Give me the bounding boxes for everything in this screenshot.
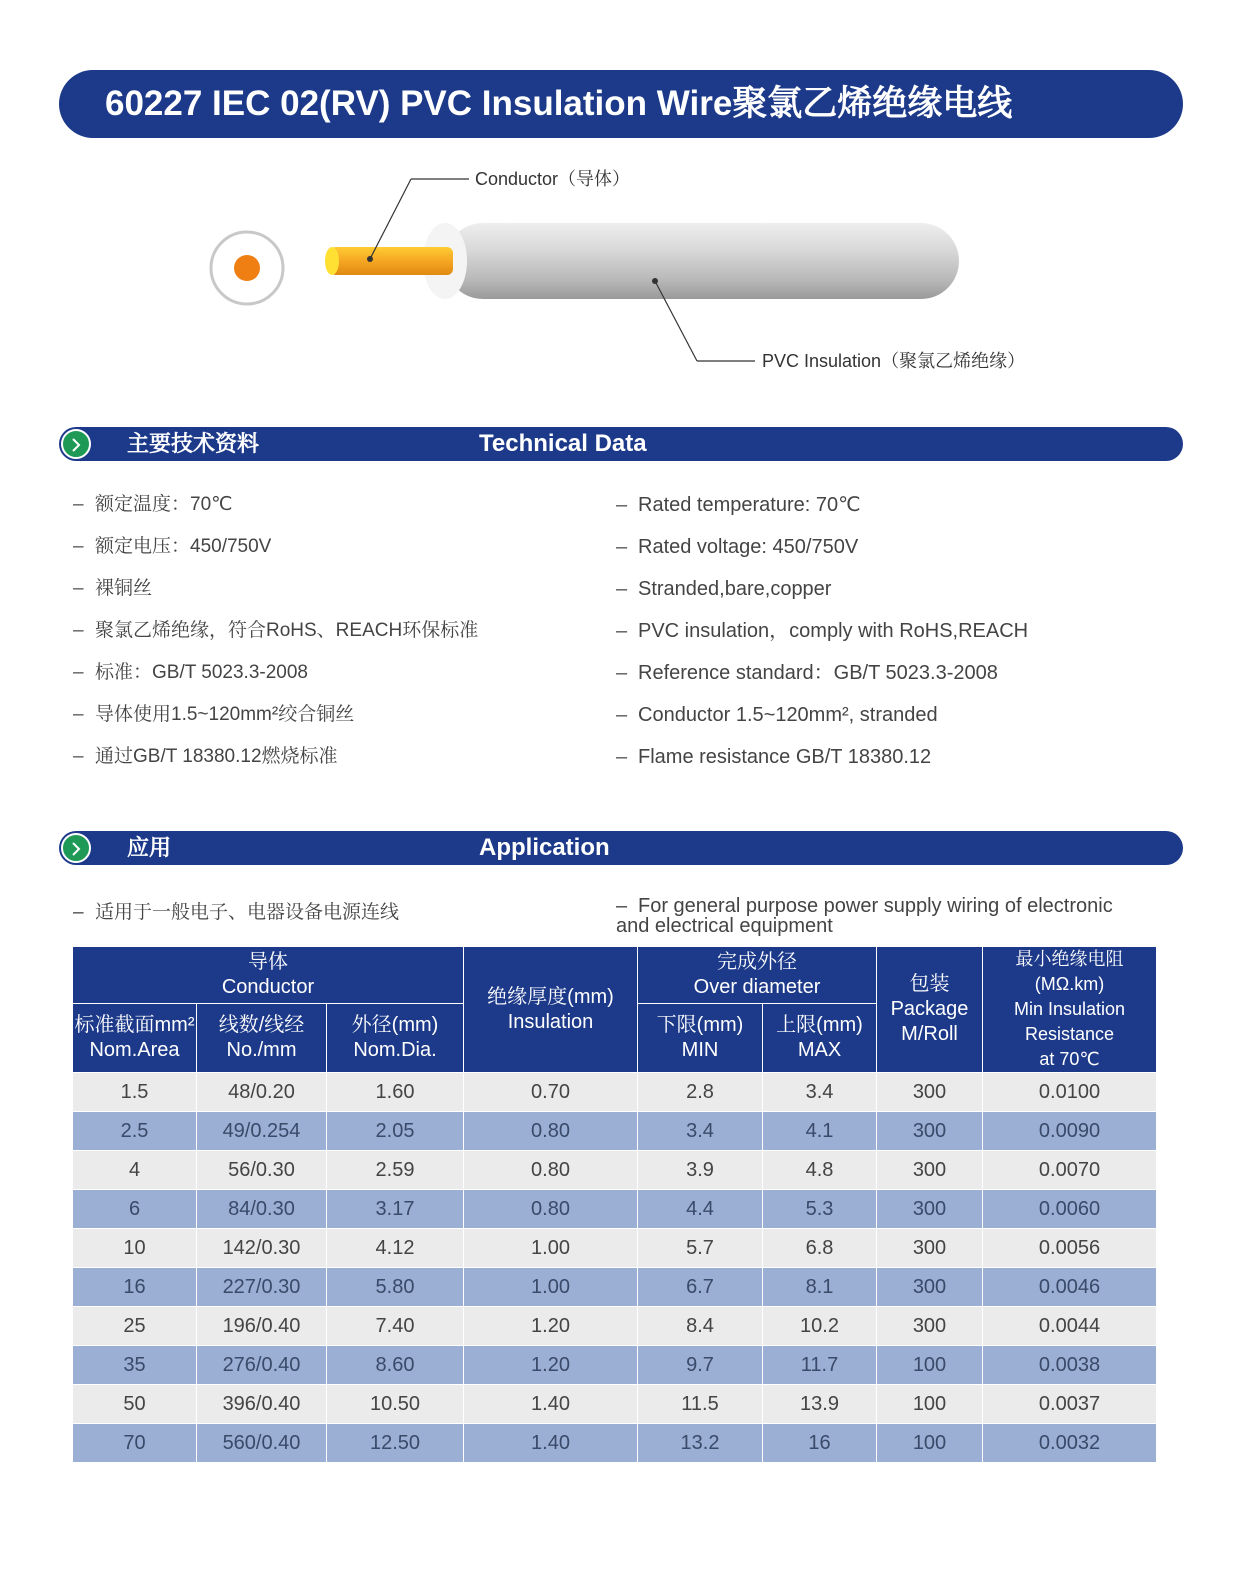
table-cell: 0.0046 xyxy=(983,1268,1157,1307)
application-text-en: – For general purpose power supply wiring of electronic and electrical equipment xyxy=(616,895,1113,937)
table-cell: 7.40 xyxy=(327,1307,464,1346)
conductor-header: 导体 Conductor xyxy=(73,947,464,1004)
table-cell: 300 xyxy=(877,1151,983,1190)
table-cell: 4.8 xyxy=(763,1151,877,1190)
list-item: – Stranded,bare,copper xyxy=(616,578,832,600)
table-cell: 12.50 xyxy=(327,1424,464,1463)
list-item: – Rated voltage: 450/750V xyxy=(616,536,859,558)
package-header: 包装 Package M/Roll xyxy=(877,947,983,1073)
table-cell: 0.0032 xyxy=(983,1424,1157,1463)
table-cell: 196/0.40 xyxy=(197,1307,327,1346)
table-cell: 35 xyxy=(73,1346,197,1385)
table-cell: 16 xyxy=(73,1268,197,1307)
table-row xyxy=(73,1424,1157,1463)
table-cell: 25 xyxy=(73,1307,197,1346)
table-cell: 1.00 xyxy=(464,1268,638,1307)
table-cell: 70 xyxy=(73,1424,197,1463)
cross-section-icon xyxy=(211,232,283,304)
list-item: – 导体使用1.5~120mm²绞合铜丝 xyxy=(73,704,355,725)
table-cell: 300 xyxy=(877,1190,983,1229)
table-cell: 10.2 xyxy=(763,1307,877,1346)
table-cell: 1.20 xyxy=(464,1307,638,1346)
table-cell: 0.0037 xyxy=(983,1385,1157,1424)
table-cell: 6.8 xyxy=(763,1229,877,1268)
table-cell: 0.0060 xyxy=(983,1190,1157,1229)
application-header xyxy=(59,831,1183,865)
table-cell: 11.7 xyxy=(763,1346,877,1385)
table-cell: 300 xyxy=(877,1229,983,1268)
application-text-cn: – 适用于一般电子、电器设备电源连线 xyxy=(73,902,400,923)
table-row xyxy=(73,1112,1157,1151)
technical-title-cn: 主要技术资料 xyxy=(127,431,260,456)
strand-header: 线数/线经 No./mm xyxy=(197,1003,327,1072)
table-cell: 3.17 xyxy=(327,1190,464,1229)
table-cell: 5.80 xyxy=(327,1268,464,1307)
table-row xyxy=(73,1307,1157,1346)
table-cell: 0.80 xyxy=(464,1151,638,1190)
table-cell: 276/0.40 xyxy=(197,1346,327,1385)
table-cell: 0.80 xyxy=(464,1190,638,1229)
resistance-header: 最小绝缘电阻(MΩ.km) Min Insulation Resistance at 70℃ xyxy=(983,947,1157,1073)
table-cell: 300 xyxy=(877,1307,983,1346)
table-cell: 0.0038 xyxy=(983,1346,1157,1385)
table-cell: 0.0044 xyxy=(983,1307,1157,1346)
table-cell: 3.4 xyxy=(763,1073,877,1112)
table-cell: 300 xyxy=(877,1268,983,1307)
list-item: – Conductor 1.5~120mm², stranded xyxy=(616,704,938,726)
table-cell: 560/0.40 xyxy=(197,1424,327,1463)
min-header: 下限(mm) MIN xyxy=(638,1003,763,1072)
table-cell: 49/0.254 xyxy=(197,1112,327,1151)
table-cell: 0.80 xyxy=(464,1112,638,1151)
list-item: – 裸铜丝 xyxy=(73,578,153,599)
wire-icon xyxy=(325,223,959,299)
table-cell: 396/0.40 xyxy=(197,1385,327,1424)
table-cell: 2.05 xyxy=(327,1112,464,1151)
table-cell: 48/0.20 xyxy=(197,1073,327,1112)
table-row xyxy=(73,1346,1157,1385)
table-row xyxy=(73,1073,1157,1112)
table-cell: 3.9 xyxy=(638,1151,763,1190)
technical-data-header xyxy=(59,427,1183,461)
table-cell: 5.7 xyxy=(638,1229,763,1268)
table-cell: 10 xyxy=(73,1229,197,1268)
chevron-right-icon xyxy=(61,833,91,863)
table-cell: 2.5 xyxy=(73,1112,197,1151)
list-item: – PVC insulation，comply with RoHS,REACH xyxy=(616,620,1029,642)
table-cell: 13.2 xyxy=(638,1424,763,1463)
table-cell: 16 xyxy=(763,1424,877,1463)
table-cell: 4.12 xyxy=(327,1229,464,1268)
table-row xyxy=(73,1385,1157,1424)
table-cell: 300 xyxy=(877,1073,983,1112)
table-cell: 0.70 xyxy=(464,1073,638,1112)
table-cell: 8.1 xyxy=(763,1268,877,1307)
technical-list-cn xyxy=(73,492,478,786)
technical-title-en: Technical Data xyxy=(479,430,647,457)
chevron-right-icon xyxy=(61,429,91,459)
table-cell: 300 xyxy=(877,1112,983,1151)
table-cell: 10.50 xyxy=(327,1385,464,1424)
table-row xyxy=(73,1229,1157,1268)
table-cell: 4 xyxy=(73,1151,197,1190)
table-cell: 100 xyxy=(877,1424,983,1463)
diameter-header: 外径(mm) Nom.Dia. xyxy=(327,1003,464,1072)
table-cell: 1.40 xyxy=(464,1385,638,1424)
table-cell: 4.1 xyxy=(763,1112,877,1151)
table-cell: 13.9 xyxy=(763,1385,877,1424)
table-row xyxy=(73,1268,1157,1307)
table-cell: 8.4 xyxy=(638,1307,763,1346)
table-cell: 8.60 xyxy=(327,1346,464,1385)
table-cell: 6.7 xyxy=(638,1268,763,1307)
table-cell: 0.0090 xyxy=(983,1112,1157,1151)
table-cell: 1.60 xyxy=(327,1073,464,1112)
list-item: – Rated temperature: 70℃ xyxy=(616,494,861,516)
application-title-en: Application xyxy=(479,834,610,861)
list-item: – 额定温度：70℃ xyxy=(73,494,233,515)
table-cell: 0.0100 xyxy=(983,1073,1157,1112)
table-cell: 1.00 xyxy=(464,1229,638,1268)
table-cell: 227/0.30 xyxy=(197,1268,327,1307)
insulation-label: PVC Insulation（聚氯乙烯绝缘） xyxy=(762,351,1026,371)
table-cell: 50 xyxy=(73,1385,197,1424)
table-cell: 1.40 xyxy=(464,1424,638,1463)
table-cell: 6 xyxy=(73,1190,197,1229)
wire-diagram xyxy=(205,160,1075,400)
over-diameter-header: 完成外径 Over diameter xyxy=(638,947,877,1004)
table-cell: 84/0.30 xyxy=(197,1190,327,1229)
table-cell: 3.4 xyxy=(638,1112,763,1151)
insulation-header: 绝缘厚度(mm) Insulation xyxy=(464,947,638,1073)
list-item: – 通过GB/T 18380.12燃烧标准 xyxy=(73,746,338,767)
table-cell: 2.59 xyxy=(327,1151,464,1190)
spec-table xyxy=(72,946,1157,1463)
table-cell: 142/0.30 xyxy=(197,1229,327,1268)
area-header: 标准截面mm² Nom.Area xyxy=(73,1003,197,1072)
table-row xyxy=(73,1151,1157,1190)
list-item: – 聚氯乙烯绝缘，符合RoHS、REACH环保标准 xyxy=(73,620,479,641)
list-item: – Flame resistance GB/T 18380.12 xyxy=(616,746,932,768)
application-title-cn: 应用 xyxy=(127,835,172,860)
table-cell: 11.5 xyxy=(638,1385,763,1424)
table-cell: 4.4 xyxy=(638,1190,763,1229)
table-cell: 1.20 xyxy=(464,1346,638,1385)
table-cell: 2.8 xyxy=(638,1073,763,1112)
table-cell: 1.5 xyxy=(73,1073,197,1112)
table-cell: 5.3 xyxy=(763,1190,877,1229)
conductor-label: Conductor（导体） xyxy=(475,169,631,189)
list-item: – Reference standard：GB/T 5023.3-2008 xyxy=(616,662,998,684)
table-cell: 100 xyxy=(877,1346,983,1385)
table-cell: 0.0056 xyxy=(983,1229,1157,1268)
max-header: 上限(mm) MAX xyxy=(763,1003,877,1072)
table-row xyxy=(73,1190,1157,1229)
list-item: – 标准：GB/T 5023.3-2008 xyxy=(73,662,308,683)
table-cell: 9.7 xyxy=(638,1346,763,1385)
table-cell: 56/0.30 xyxy=(197,1151,327,1190)
table-cell: 100 xyxy=(877,1385,983,1424)
table-cell: 0.0070 xyxy=(983,1151,1157,1190)
technical-list-en xyxy=(616,492,1028,786)
list-item: – 额定电压：450/750V xyxy=(73,536,272,557)
page-title: 60227 IEC 02(RV) PVC Insulation Wire聚氯乙烯绝缘电线 xyxy=(59,70,1183,138)
